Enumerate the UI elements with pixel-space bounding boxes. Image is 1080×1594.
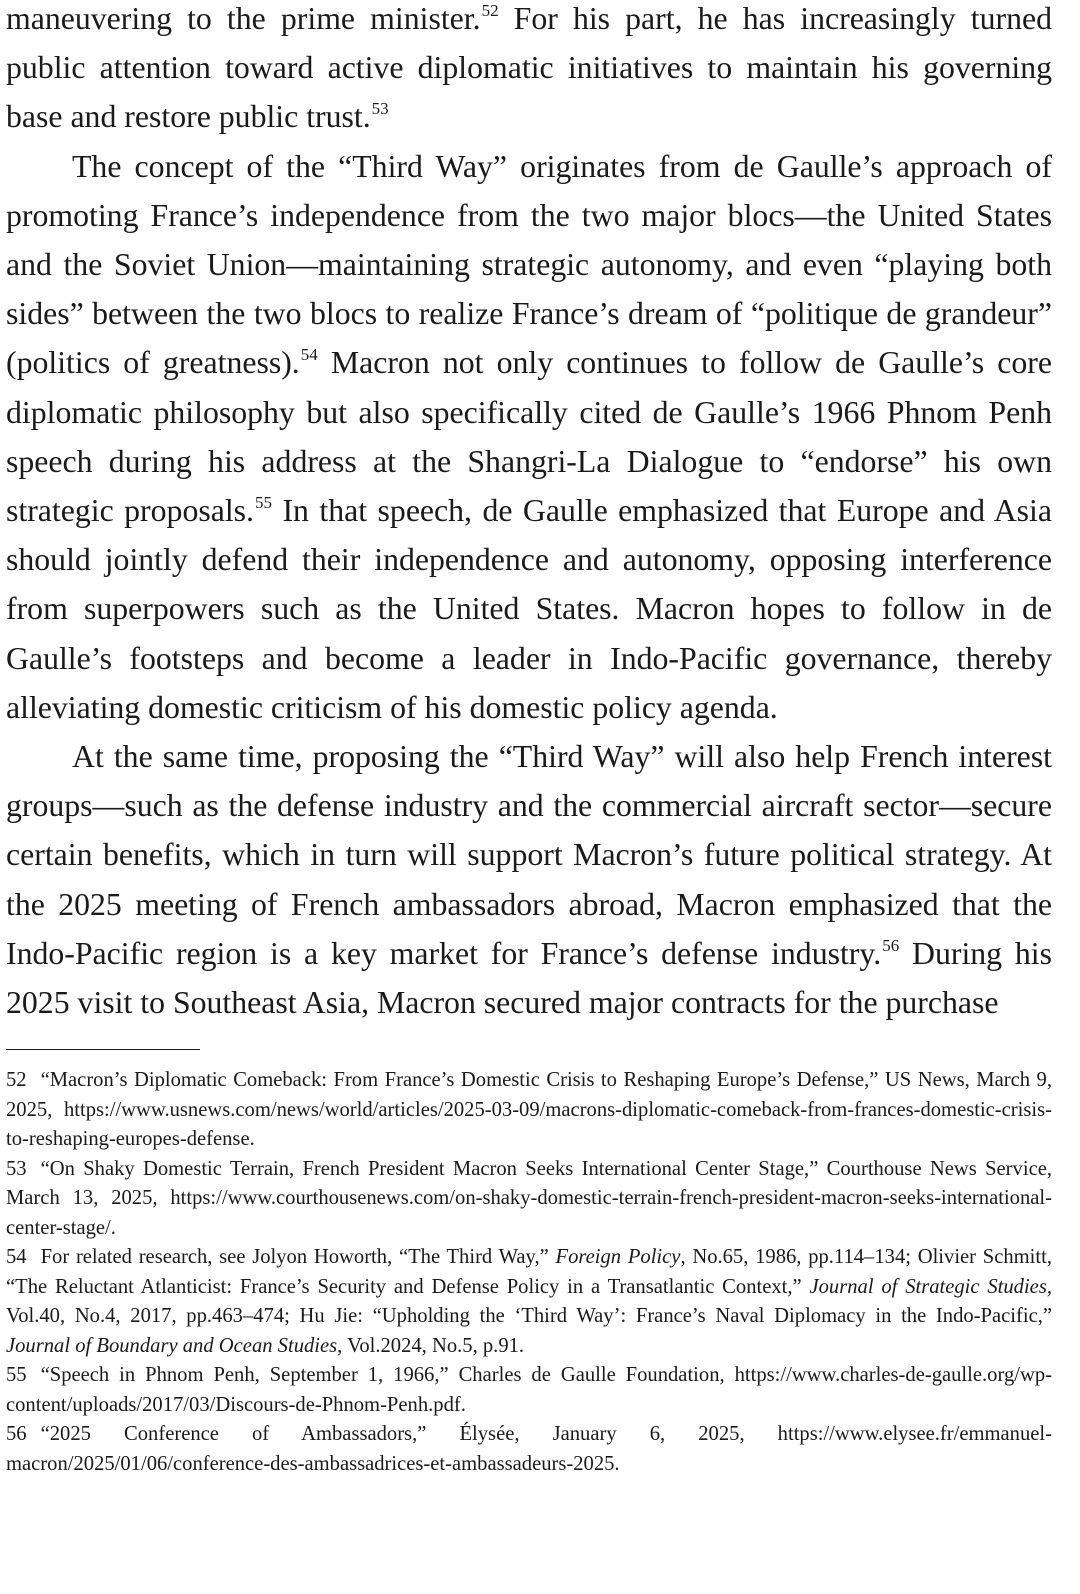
paragraph-1 xyxy=(6,0,1052,142)
footnote-number: 56 xyxy=(6,1423,27,1446)
footnote-54 xyxy=(6,1243,1052,1361)
footnote-text: “2025 Conference of Ambassadors,” Élysée, January 6, 2025, https://www.elysee.fr/emmanuel-macron/2025/01/06/conference-des-ambassadrices-et-ambassadeurs-2025. xyxy=(6,1423,1052,1475)
main-text xyxy=(6,0,1052,1027)
footnotes-section xyxy=(6,1066,1052,1479)
paragraph-1-text-a: maneuvering to the prime minister. xyxy=(6,1,481,36)
footnote-ref-54[interactable]: 54 xyxy=(300,345,318,365)
paragraph-2-text-c: In that speech, de Gaulle emphasized that Europe and Asia should jointly defend their independence and autonomy, opposing interference from superpowers such as the United States. Macron hopes to follow in de Gaulle’s footsteps and become a leader in Indo-Pacific governance, thereby alleviating domestic criticism of his domestic policy agenda. xyxy=(6,493,1052,725)
paragraph-3-text-a: At the same time, proposing the “Third Way” will also help French interest groups—such as the defense industry and the commercial aircraft sector—secure certain benefits, which in turn will support Macron’s future political strategy. At the 2025 meeting of French ambassadors abroad, Macron emphasized that the Indo-Pacific region is a key market for France’s defense industry. xyxy=(6,739,1052,971)
journal-title-strategic-studies: Journal of Strategic Studies xyxy=(809,1275,1047,1298)
footnote-ref-52[interactable]: 52 xyxy=(481,1,499,20)
footnote-text-e: , Vol.40, No.4, 2017, pp.463–474; Hu Jie: “Upholding the ‘Third Way’: France’s Naval Diplomacy in the Indo-Pacific,” xyxy=(6,1275,1052,1328)
footnote-text: “Macron’s Diplomatic Comeback: From France’s Domestic Crisis to Reshaping Europe’s Defense,” US News, March 9, 2025, https://www.usnews.com/news/world/articles/2025-03-09/macrons-diplomatic-comeback-from-frances-domestic-crisis-to-reshaping-europes-defense. xyxy=(6,1069,1052,1151)
footnote-ref-55[interactable]: 55 xyxy=(255,493,272,513)
paragraph-2-text-b: Macron not only continues to follow de Gaulle’s core diplomatic philosophy but also specifically cited de Gaulle’s 1966 Phnom Penh speech during his address at the Shangri-La Dialogue to “endorse” his own strategic proposals. xyxy=(6,345,1052,529)
footnote-text-g: , Vol.2024, No.5, p.91. xyxy=(337,1334,525,1357)
footnote-56 xyxy=(6,1420,1052,1479)
paragraph-3 xyxy=(6,732,1052,1027)
footnote-text: “On Shaky Domestic Terrain, French President Macron Seeks International Center Stage,” Courthouse News Service, March 13, 2025, https://www.courthousenews.com/on-shaky-domestic-terrain-french-president-macron-seeks-international-center-stage/. xyxy=(6,1157,1052,1239)
document-page xyxy=(6,0,1052,1479)
footnote-ref-53[interactable]: 53 xyxy=(371,99,389,119)
footnote-ref-56[interactable]: 56 xyxy=(882,935,900,955)
footnote-number: 54 xyxy=(6,1246,27,1269)
footnote-text: “Speech in Phnom Penh, September 1, 1966,” Charles de Gaulle Foundation, https://www.charles-de-gaulle.org/wp-content/uploads/2017/03/Discours-de-Phnom-Penh.pdf. xyxy=(6,1364,1052,1416)
paragraph-2 xyxy=(6,142,1052,732)
footnote-55 xyxy=(6,1361,1052,1420)
footnote-text-a: For related research, see Jolyon Howorth, “The Third Way,” xyxy=(40,1246,556,1269)
paragraph-3-text-b: During his 2025 visit to Southeast Asia, Macron secured major contracts for the purchase xyxy=(6,935,1052,1021)
paragraph-1-text-b: For his part, he has increasingly turned public attention toward active diplomatic initiatives to maintain his governing base and restore public trust. xyxy=(6,1,1052,135)
journal-title-foreign-policy: Foreign Policy xyxy=(555,1246,681,1269)
footnote-text-c: , No.65, 1986, pp.114–134; Olivier Schmitt, “The Reluctant Atlanticist: France’s Security and Defense Policy in a Transatlantic Context,” xyxy=(6,1246,1052,1298)
footnote-number: 55 xyxy=(6,1364,27,1387)
paragraph-2-text-a: The concept of the “Third Way” originates from de Gaulle’s approach of promoting France’s independence from the two major blocs—the United States and the Soviet Union—maintaining strategic autonomy, and even “playing both sides” between the two blocs to realize France’s dream of “politique de grandeur” (politics of greatness). xyxy=(6,148,1052,381)
journal-title-boundary-ocean: Journal of Boundary and Ocean Studies xyxy=(6,1334,338,1357)
footnote-53 xyxy=(6,1155,1052,1244)
footnote-52 xyxy=(6,1066,1052,1155)
footnote-number: 52 xyxy=(6,1069,27,1092)
footnote-separator xyxy=(6,1049,200,1050)
footnote-number: 53 xyxy=(6,1157,27,1180)
